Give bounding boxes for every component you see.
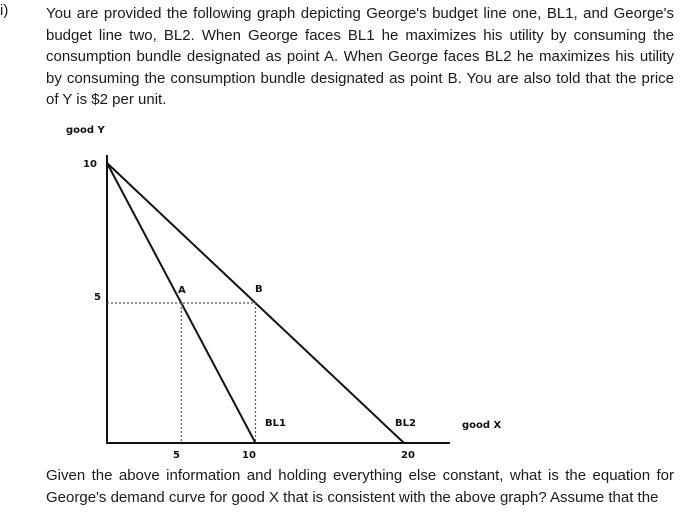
bl1-label: BL1 bbox=[265, 418, 286, 429]
question-marker: i) bbox=[0, 2, 9, 19]
point-a-label: A bbox=[178, 285, 186, 296]
y-axis-title: good Y bbox=[66, 125, 105, 136]
bl2-label: BL2 bbox=[395, 418, 416, 429]
x-tick-5: 5 bbox=[173, 450, 180, 461]
x-axis-title: good X bbox=[462, 420, 502, 431]
y-tick-10: 10 bbox=[83, 159, 97, 170]
y-tick-5: 5 bbox=[94, 292, 101, 303]
question-outro-text: Given the above information and holding everything else constant, what is the equation for George's demand curve for good X that is consistent with the above graph? Assume that the bbox=[46, 467, 674, 506]
x-tick-20: 20 bbox=[401, 450, 415, 461]
question-intro-text: You are provided the following graph depicting George's budget line one, BL1, and George's budget line two, BL2. When George faces BL1 he maximizes his utility by consuming the consumption bundle designated as point A. When George faces BL2 he maximizes his utility by consuming the consumption bundle designated as point B. You are also told that the price of Y is $2 per unit. bbox=[46, 5, 674, 108]
point-b-label: B bbox=[255, 284, 263, 295]
x-tick-10: 10 bbox=[242, 450, 256, 461]
